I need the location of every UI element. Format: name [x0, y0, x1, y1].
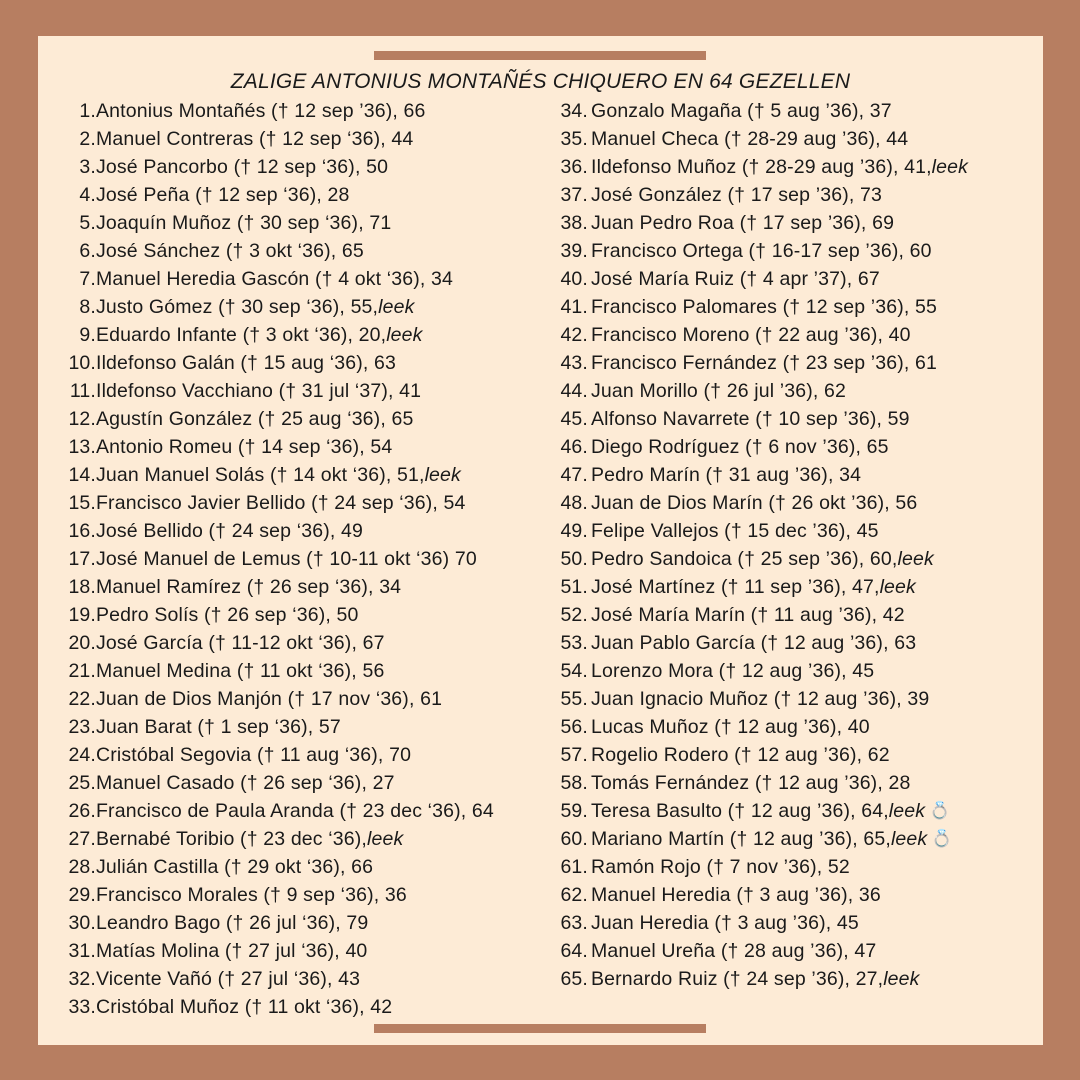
list-item	[550, 601, 1040, 629]
list-item-text: Francisco Ortega († 16-17 sep ’36), 60	[591, 240, 932, 262]
list-item-number: 28.	[68, 856, 96, 878]
list-item-text: Antonio Romeu († 14 sep ‘36), 54	[96, 436, 393, 458]
list-item	[38, 993, 550, 1021]
list-item-number: 41.	[560, 296, 588, 318]
list-item	[550, 293, 1040, 321]
list-item-number: 21.	[68, 660, 96, 682]
list-item-text: Bernabé Toribio († 23 dec ‘36),	[96, 828, 367, 850]
list-item	[550, 573, 1040, 601]
list-item-text: Juan Heredia († 3 aug ’36), 45	[591, 912, 859, 934]
list-item	[38, 965, 550, 993]
list-item-text: Manuel Medina († 11 okt ‘36), 56	[96, 660, 385, 682]
list-item	[38, 97, 550, 125]
list-item-number: 61.	[560, 856, 588, 878]
list-item	[550, 657, 1040, 685]
list-item-text: José Peña († 12 sep ‘36), 28	[96, 184, 350, 206]
list-item	[550, 825, 1040, 853]
list-item-number: 58.	[560, 772, 588, 794]
list-item-text: Manuel Casado († 26 sep ‘36), 27	[96, 772, 395, 794]
list-item	[550, 489, 1040, 517]
list-item-text: Teresa Basulto († 12 aug ’36), 64,	[591, 800, 889, 822]
list-item	[550, 769, 1040, 797]
list-item	[38, 545, 550, 573]
list-item-number: 35.	[560, 128, 588, 150]
list-item	[38, 657, 550, 685]
list-item	[38, 713, 550, 741]
list-item-number: 11.	[69, 380, 96, 402]
list-item-number: 53.	[560, 632, 588, 654]
list-item-text: Lorenzo Mora († 12 aug ’36), 45	[591, 660, 875, 682]
list-item-number: 50.	[560, 548, 588, 570]
list-item-text: Tomás Fernández († 12 aug ’36), 28	[591, 772, 911, 794]
lay-tag: leek	[888, 800, 926, 822]
list-item-number: 32.	[68, 968, 96, 990]
list-item	[38, 181, 550, 209]
list-item-text: Cristóbal Segovia († 11 aug ‘36), 70	[96, 744, 412, 766]
list-item	[38, 629, 550, 657]
list-item	[550, 265, 1040, 293]
list-item	[38, 573, 550, 601]
list-item-text: Juan Manuel Solás († 14 okt ‘36), 51,	[96, 464, 425, 486]
list-item-text: José García († 11-12 okt ‘36), 67	[96, 632, 385, 654]
list-item	[38, 293, 550, 321]
list-item-number: 51.	[560, 576, 588, 598]
list-item-text: Pedro Sandoica († 25 sep ’36), 60,	[591, 548, 898, 570]
list-item	[38, 349, 550, 377]
list-item-text: Juan de Dios Manjón († 17 nov ‘36), 61	[96, 688, 443, 710]
list-item-text: Antonius Montañés († 12 sep ’36), 66	[96, 100, 426, 122]
list-item	[550, 545, 1040, 573]
list-item-number: 38.	[560, 212, 588, 234]
list-item	[550, 685, 1040, 713]
list-item-text: Rogelio Rodero († 12 aug ’36), 62	[591, 744, 890, 766]
list-item	[38, 125, 550, 153]
list-item	[38, 209, 550, 237]
list-item-text: Juan Pedro Roa († 17 sep ’36), 69	[591, 212, 895, 234]
list-item	[38, 797, 550, 825]
list-item-text: Francisco Javier Bellido († 24 sep ‘36), 54	[96, 492, 466, 514]
list-item-number: 6.	[79, 240, 96, 262]
list-item	[550, 209, 1040, 237]
list-item	[550, 97, 1040, 125]
list-item-number: 52.	[560, 604, 588, 626]
list-item-text: Gonzalo Magaña († 5 aug ’36), 37	[591, 100, 892, 122]
list-item-number: 30.	[68, 912, 96, 934]
list-item	[38, 153, 550, 181]
list-item	[38, 405, 550, 433]
list-item-text: Leandro Bago († 26 jul ‘36), 79	[96, 912, 369, 934]
list-item-text: Juan Ignacio Muñoz († 12 aug ’36), 39	[591, 688, 930, 710]
top-divider	[374, 51, 706, 60]
list-item-number: 47.	[560, 464, 588, 486]
list-item-number: 27.	[68, 828, 96, 850]
list-item-text: José Pancorbo († 12 sep ‘36), 50	[96, 156, 389, 178]
list-item	[38, 321, 550, 349]
list-item-number: 59.	[560, 800, 588, 822]
list-item-number: 33.	[68, 996, 96, 1018]
list-item	[38, 265, 550, 293]
ring-icon: 💍	[931, 829, 953, 848]
list-item	[38, 237, 550, 265]
lay-tag: leek	[879, 576, 916, 598]
list-item-text: José Martínez († 11 sep ’36), 47,	[591, 576, 880, 598]
list-item-number: 46.	[560, 436, 588, 458]
list-item-text: Ildefonso Vacchiano († 31 jul ‘37), 41	[96, 380, 422, 402]
list-item-number: 24.	[68, 744, 96, 766]
list-item-number: 2.	[79, 128, 96, 150]
list-item-text: José María Ruiz († 4 apr ’37), 67	[591, 268, 880, 290]
list-item-text: Francisco Fernández († 23 sep ’36), 61	[591, 352, 938, 374]
list-item-text: Pedro Solís († 26 sep ‘36), 50	[96, 604, 359, 626]
list-item-number: 4.	[79, 184, 96, 206]
list-item-number: 29.	[68, 884, 96, 906]
list-item-text: Juan Pablo García († 12 aug ’36), 63	[591, 632, 917, 654]
list-item-number: 12.	[68, 408, 96, 430]
left-column	[38, 97, 550, 1021]
list-item-text: Francisco Palomares († 12 sep ’36), 55	[591, 296, 938, 318]
list-item-text: Pedro Marín († 31 aug ’36), 34	[591, 464, 862, 486]
list-item-text: José Bellido († 24 sep ‘36), 49	[96, 520, 363, 542]
lay-tag: leek	[890, 828, 928, 850]
list-item-text: Joaquín Muñoz († 30 sep ‘36), 71	[96, 212, 392, 234]
lay-tag: leek	[424, 464, 461, 486]
list-item-number: 43.	[560, 352, 588, 374]
list-item-number: 31.	[68, 940, 96, 962]
list-item-number: 37.	[560, 184, 588, 206]
list-item-number: 63.	[560, 912, 588, 934]
list-item-text: Lucas Muñoz († 12 aug ’36), 40	[591, 716, 870, 738]
right-column	[550, 97, 1040, 993]
list-item-number: 64.	[560, 940, 588, 962]
lay-tag: leek	[883, 968, 920, 990]
list-item-text: Cristóbal Muñoz († 11 okt ‘36), 42	[96, 996, 393, 1018]
list-item-text: Manuel Heredia Gascón († 4 okt ‘36), 34	[96, 268, 454, 290]
list-item-text: Juan Morillo († 26 jul ’36), 62	[591, 380, 847, 402]
list-item-text: Eduardo Infante († 3 okt ‘36), 20,	[96, 324, 387, 346]
list-item	[550, 125, 1040, 153]
list-item-text: Manuel Ureña († 28 aug ’36), 47	[591, 940, 877, 962]
lay-tag: leek	[378, 296, 415, 318]
list-item-text: Vicente Vañó († 27 jul ‘36), 43	[96, 968, 361, 990]
list-item-text: Matías Molina († 27 jul ‘36), 40	[96, 940, 368, 962]
list-item-text: Mariano Martín († 12 aug ’36), 65,	[591, 828, 891, 850]
list-item-number: 5.	[79, 212, 96, 234]
list-item	[550, 377, 1040, 405]
list-item-number: 8.	[79, 296, 96, 318]
list-item-number: 55.	[560, 688, 588, 710]
list-item	[38, 825, 550, 853]
list-item-number: 3.	[79, 156, 96, 178]
list-item	[550, 797, 1040, 825]
list-item	[550, 461, 1040, 489]
list-item-text: Manuel Checa († 28-29 aug ’36), 44	[591, 128, 909, 150]
list-item	[550, 853, 1040, 881]
list-item	[38, 937, 550, 965]
list-item	[38, 461, 550, 489]
list-item	[38, 741, 550, 769]
list-item	[38, 685, 550, 713]
list-item-text: Manuel Heredia († 3 aug ’36), 36	[591, 884, 881, 906]
list-item	[550, 517, 1040, 545]
list-item-number: 25.	[68, 772, 96, 794]
list-item-number: 22.	[68, 688, 96, 710]
list-item	[550, 965, 1040, 993]
list-item-number: 65.	[560, 968, 588, 990]
list-item-number: 62.	[560, 884, 588, 906]
list-item	[550, 881, 1040, 909]
list-item-number: 60.	[560, 828, 588, 850]
page-title: ZALIGE ANTONIUS MONTAÑÉS CHIQUERO EN 64 GEZELLEN	[230, 70, 851, 93]
list-item-number: 26.	[68, 800, 96, 822]
list-item	[550, 909, 1040, 937]
list-card	[38, 36, 1043, 1045]
list-item-number: 9.	[79, 324, 96, 346]
lay-tag: leek	[386, 324, 423, 346]
list-item-text: Manuel Contreras († 12 sep ‘36), 44	[96, 128, 414, 150]
list-item	[550, 405, 1040, 433]
list-item-number: 36.	[560, 156, 588, 178]
list-item-number: 56.	[560, 716, 588, 738]
list-item-number: 10.	[68, 352, 96, 374]
list-item-text: Francisco Moreno († 22 aug ’36), 40	[591, 324, 911, 346]
list-item-number: 44.	[560, 380, 588, 402]
list-item	[550, 741, 1040, 769]
list-item	[550, 237, 1040, 265]
bottom-divider	[374, 1024, 706, 1033]
list-item-number: 15.	[68, 492, 96, 514]
list-item-number: 42.	[560, 324, 588, 346]
list-item-text: Ildefonso Muñoz († 28-29 aug ’36), 41,	[591, 156, 932, 178]
list-item-text: Justo Gómez († 30 sep ‘36), 55,	[96, 296, 379, 318]
list-item	[38, 601, 550, 629]
list-item-text: Ramón Rojo († 7 nov ’36), 52	[591, 856, 850, 878]
list-item	[550, 153, 1040, 181]
list-item	[38, 853, 550, 881]
list-item-text: Manuel Ramírez († 26 sep ‘36), 34	[96, 576, 402, 598]
list-item-number: 17.	[68, 548, 96, 570]
list-item	[38, 517, 550, 545]
list-item-number: 48.	[560, 492, 588, 514]
list-item	[38, 489, 550, 517]
list-item-number: 18.	[68, 576, 96, 598]
list-item-number: 45.	[560, 408, 588, 430]
list-item	[550, 349, 1040, 377]
list-item	[38, 433, 550, 461]
list-item-number: 54.	[560, 660, 588, 682]
list-item-text: Francisco Morales († 9 sep ‘36), 36	[96, 884, 407, 906]
list-item-text: José María Marín († 11 aug ’36), 42	[591, 604, 905, 626]
list-item	[550, 321, 1040, 349]
list-item-text: Alfonso Navarrete († 10 sep ’36), 59	[591, 408, 910, 430]
list-item-number: 14.	[68, 464, 96, 486]
list-item	[38, 769, 550, 797]
list-item-number: 1.	[79, 100, 96, 122]
list-item-text: Agustín González († 25 aug ‘36), 65	[96, 408, 414, 430]
list-item-text: Ildefonso Galán († 15 aug ‘36), 63	[96, 352, 396, 374]
list-item-number: 57.	[560, 744, 588, 766]
list-item	[550, 713, 1040, 741]
list-item-number: 40.	[560, 268, 588, 290]
list-item-text: Julián Castilla († 29 okt ‘36), 66	[96, 856, 374, 878]
list-item-text: Francisco de Paula Aranda († 23 dec ‘36), 64	[96, 800, 494, 822]
list-item	[550, 433, 1040, 461]
list-item-text: José Manuel de Lemus († 10-11 okt ‘36) 70	[96, 548, 477, 570]
list-item-text: Juan de Dios Marín († 26 okt ’36), 56	[591, 492, 918, 514]
list-item-number: 13.	[68, 436, 96, 458]
list-item-number: 49.	[560, 520, 588, 542]
list-item-number: 39.	[560, 240, 588, 262]
list-item-number: 16.	[68, 520, 96, 542]
list-item-text: José González († 17 sep ’36), 73	[591, 184, 882, 206]
lay-tag: leek	[366, 828, 404, 850]
list-item	[38, 909, 550, 937]
list-item	[550, 629, 1040, 657]
list-item	[38, 881, 550, 909]
list-item-number: 7.	[79, 268, 96, 290]
list-item-number: 20.	[68, 632, 96, 654]
list-item	[38, 377, 550, 405]
list-item-number: 23.	[68, 716, 96, 738]
lay-tag: leek	[897, 548, 934, 570]
list-item	[550, 937, 1040, 965]
list-item-text: Bernardo Ruiz († 24 sep ’36), 27,	[591, 968, 884, 990]
list-item-text: Diego Rodríguez († 6 nov ’36), 65	[591, 436, 889, 458]
list-item-number: 19.	[68, 604, 96, 626]
list-item-number: 34.	[560, 100, 588, 122]
list-item	[550, 181, 1040, 209]
ring-icon: 💍	[929, 801, 951, 820]
list-item-text: José Sánchez († 3 okt ‘36), 65	[96, 240, 364, 262]
lay-tag: leek	[931, 156, 969, 178]
list-item-text: Juan Barat († 1 sep ‘36), 57	[96, 716, 341, 738]
list-item-text: Felipe Vallejos († 15 dec ’36), 45	[591, 520, 879, 542]
